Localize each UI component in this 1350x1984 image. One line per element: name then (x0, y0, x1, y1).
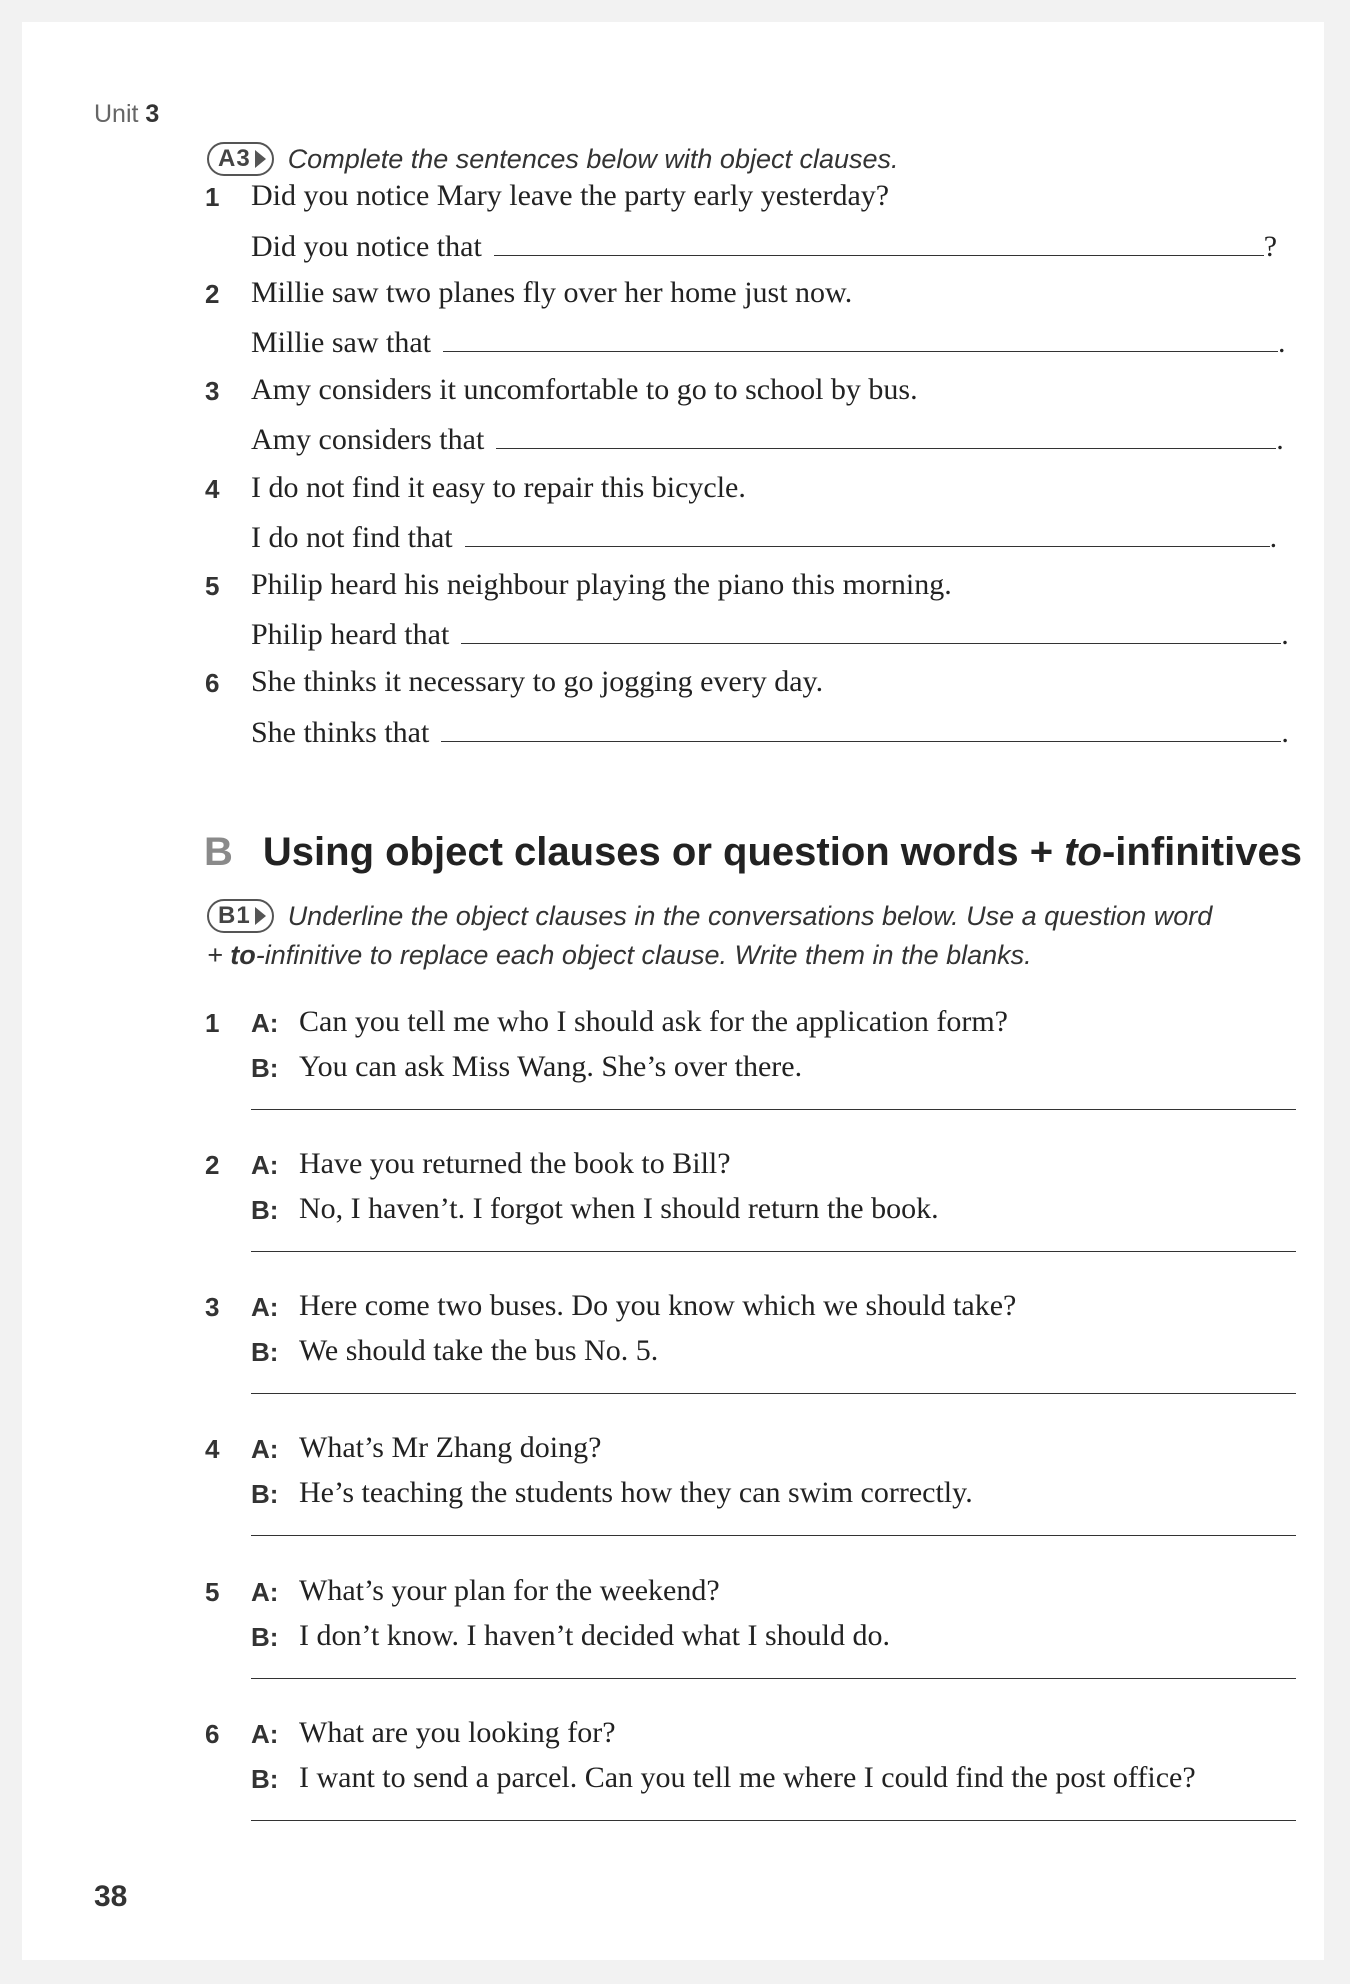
a3-item-number: 5 (205, 571, 220, 601)
speaker-b-line: I don’t know. I haven’t decided what I should do. (299, 1619, 890, 1652)
a3-answer-blank[interactable] (461, 613, 1281, 644)
b1-instruction-line2: + to-infinitive to replace each object clause. Write them in the blanks. (207, 940, 1032, 970)
b1-item-number: 2 (205, 1150, 220, 1180)
b1-badge: B1 (207, 899, 274, 933)
b1-answer-blank[interactable] (251, 1678, 1296, 1679)
speaker-b-line: I want to send a parcel. Can you tell me where I could find the post office? (299, 1761, 1196, 1794)
a3-answer-row: Amy considers that . (251, 418, 1324, 457)
speaker-a-line: What’s your plan for the weekend? (299, 1574, 720, 1607)
b1-answer-blank[interactable] (251, 1393, 1296, 1394)
speaker-a-line: Here come two buses. Do you know which we should take? (299, 1289, 1017, 1322)
speaker-b-line: We should take the bus No. 5. (299, 1334, 659, 1367)
speaker-a-line: What are you looking for? (299, 1716, 616, 1749)
b1-answer-blank[interactable] (251, 1535, 1296, 1536)
speaker-a-label: A: (251, 1719, 279, 1749)
speaker-b-label: B: (251, 1479, 279, 1509)
speaker-a-line: Have you returned the book to Bill? (299, 1147, 731, 1180)
speaker-a-label: A: (251, 1008, 279, 1038)
a3-item-number: 2 (205, 279, 220, 309)
a3-answer-row: Did you notice that ? (251, 225, 1324, 264)
a3-sentence: Millie saw two planes fly over her home just now. (251, 276, 853, 309)
a3-answer-blank[interactable] (443, 321, 1278, 352)
a3-sentence: Did you notice Mary leave the party early yesterday? (251, 179, 890, 212)
a3-item-number: 6 (205, 668, 220, 698)
a3-answer-row: Millie saw that . (251, 321, 1324, 360)
b1-answer-blank[interactable] (251, 1251, 1296, 1252)
workbook-page (22, 22, 1324, 1960)
speaker-b-line: You can ask Miss Wang. She’s over there. (299, 1050, 803, 1083)
speaker-a-line: Can you tell me who I should ask for the application form? (299, 1005, 1008, 1038)
speaker-b-label: B: (251, 1622, 279, 1652)
play-arrow-icon (255, 150, 266, 168)
a3-item-number: 3 (205, 376, 220, 406)
unit-label: Unit 3 (94, 100, 160, 128)
a3-sentence: I do not find it easy to repair this bicycle. (251, 471, 746, 504)
a3-badge: A3 (207, 142, 274, 176)
a3-sentence: Philip heard his neighbour playing the piano this morning. (251, 568, 952, 601)
speaker-b-label: B: (251, 1764, 279, 1794)
speaker-a-line: What’s Mr Zhang doing? (299, 1431, 602, 1464)
a3-answer-blank[interactable] (441, 711, 1281, 742)
b1-answer-blank[interactable] (251, 1109, 1296, 1110)
a3-instruction: A3 Complete the sentences below with object clauses. (207, 142, 899, 176)
speaker-a-label: A: (251, 1577, 279, 1607)
a3-answer-row: She thinks that . (251, 711, 1324, 750)
b1-item-number: 5 (205, 1577, 220, 1607)
speaker-b-label: B: (251, 1053, 279, 1083)
b1-answer-blank[interactable] (251, 1820, 1296, 1821)
speaker-a-label: A: (251, 1150, 279, 1180)
speaker-b-line: He’s teaching the students how they can swim correctly. (299, 1476, 973, 1509)
a3-item-number: 1 (205, 182, 220, 212)
a3-answer-blank[interactable] (496, 418, 1276, 449)
speaker-b-label: B: (251, 1195, 279, 1225)
b1-item-number: 1 (205, 1008, 220, 1038)
section-b-title: B Using object clauses or question words + to-infinitives (204, 830, 1302, 874)
b1-item-number: 6 (205, 1719, 220, 1749)
play-arrow-icon (255, 907, 266, 925)
a3-answer-blank[interactable] (465, 516, 1270, 547)
page-number: 38 (94, 1880, 128, 1913)
a3-item-number: 4 (205, 474, 220, 504)
a3-answer-row: I do not find that . (251, 516, 1324, 555)
speaker-a-label: A: (251, 1434, 279, 1464)
b1-item-number: 4 (205, 1434, 220, 1464)
a3-sentence: She thinks it necessary to go jogging every day. (251, 665, 824, 698)
speaker-b-line: No, I haven’t. I forgot when I should return the book. (299, 1192, 939, 1225)
a3-answer-blank[interactable] (494, 225, 1264, 256)
b1-item-number: 3 (205, 1292, 220, 1322)
a3-sentence: Amy considers it uncomfortable to go to school by bus. (251, 373, 918, 406)
a3-answer-row: Philip heard that . (251, 613, 1324, 652)
speaker-a-label: A: (251, 1292, 279, 1322)
b1-instruction: B1 Underline the object clauses in the conversations below. Use a question word (207, 899, 1212, 933)
speaker-b-label: B: (251, 1337, 279, 1367)
